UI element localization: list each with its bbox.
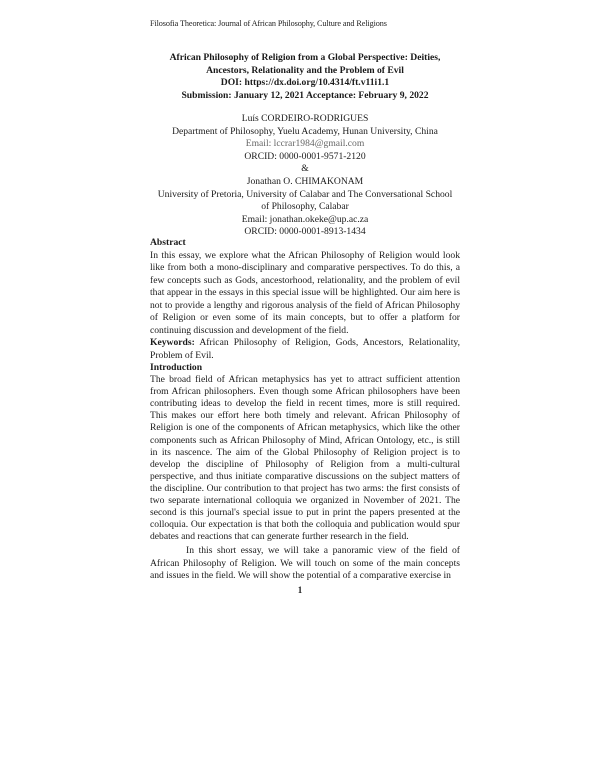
author-2-affiliation-line-2: of Philosophy, Calabar <box>261 201 349 213</box>
author-2-name: Jonathan O. CHIMAKONAM <box>246 175 364 187</box>
keywords-label: Keywords: <box>150 337 195 348</box>
page-number: 1 <box>297 585 303 595</box>
doi-link[interactable]: DOI: https://dx.doi.org/10.4314/ft.v11i1.1 <box>220 77 390 89</box>
introduction-paragraph-2: In this short essay, we will take a panoramic view of the field of African Philosophy of Religion. We will touch on some of the main concepts and issues in the field. We will show the potential of a comparative exercise in <box>150 545 460 581</box>
author-separator: & <box>301 163 309 175</box>
submission-dates: Submission: January 12, 2021 Acceptance: February 9, 2022 <box>181 89 429 101</box>
keywords-line <box>150 337 460 362</box>
author-1-name: Luís CORDEIRO-RODRIGUES <box>241 113 369 124</box>
abstract-text: In this essay, we explore what the African Philosophy of Religion would look like from both a mono-disciplinary and comparative perspectives. To do this, a few concepts such as Gods, ancestorhood, relationality, and the problem of evil that appear in the essays in this special issue will be highlighted. Our aim here is not to provide a lengthy and rigorous analysis of the field of African Philosophy of Religion or even some of its main concepts, but to offer a platform for continuing discussion and development of the field. <box>150 249 460 336</box>
article-title-line-2: Ancestors, Relationality and the Problem of Evil <box>206 64 404 76</box>
abstract-section <box>150 237 460 362</box>
keywords-text: African Philosophy of Religion, Gods, Ancestors, Relationality, Problem of Evil. <box>150 337 460 361</box>
author-2-email[interactable]: Email: jonathan.okeke@up.ac.za <box>241 213 369 225</box>
article-title-line-1: African Philosophy of Religion from a Global Perspective: Deities, <box>169 52 441 63</box>
author-1-email[interactable]: Email: lccrar1984@gmail.com <box>245 138 365 150</box>
title-block <box>150 52 460 102</box>
author-2-affiliation-line-1: University of Pretoria, University of Calabar and The Conversational School <box>157 188 453 200</box>
introduction-heading: Introduction <box>150 362 203 373</box>
introduction-section <box>150 362 460 582</box>
running-header: Filosofia Theoretica: Journal of African Philosophy, Culture and Religions <box>150 19 387 28</box>
author-1-affiliation: Department of Philosophy, Yuelu Academy, Hunan University, China <box>172 125 438 137</box>
author-block <box>145 113 465 239</box>
introduction-paragraph-1: The broad field of African metaphysics has yet to attract sufficient attention from African philosophers. Even though some African philosophers have been contributing ideas to develop the field in recent times, more is still required. This makes our effort here both timely and relevant. African Philosophy of Religion is one of the components of African metaphysics, which like the other components such as African Philosophy of Mind, African Ontology, etc., is still in its nascence. The aim of the Global Philosophy of Religion project is to develop the discipline of Philosophy of Religion from a multi-cultural perspective, and thus initiate comparative discussions on the subject matters of the discipline. Our contribution to that project has two arms: the first consists of two separate international colloquia we organized in November of 2021. The second is this journal's special issue to put in print the papers presented at the colloquia. Our expectation is that both the colloquia and publication would spur debates and reactions that can generate further research in the field. <box>150 374 460 543</box>
author-1-orcid: ORCID: 0000-0001-9571-2120 <box>244 150 366 162</box>
abstract-heading: Abstract <box>150 237 186 248</box>
author-2-orcid: ORCID: 0000-0001-8913-1434 <box>244 226 366 238</box>
